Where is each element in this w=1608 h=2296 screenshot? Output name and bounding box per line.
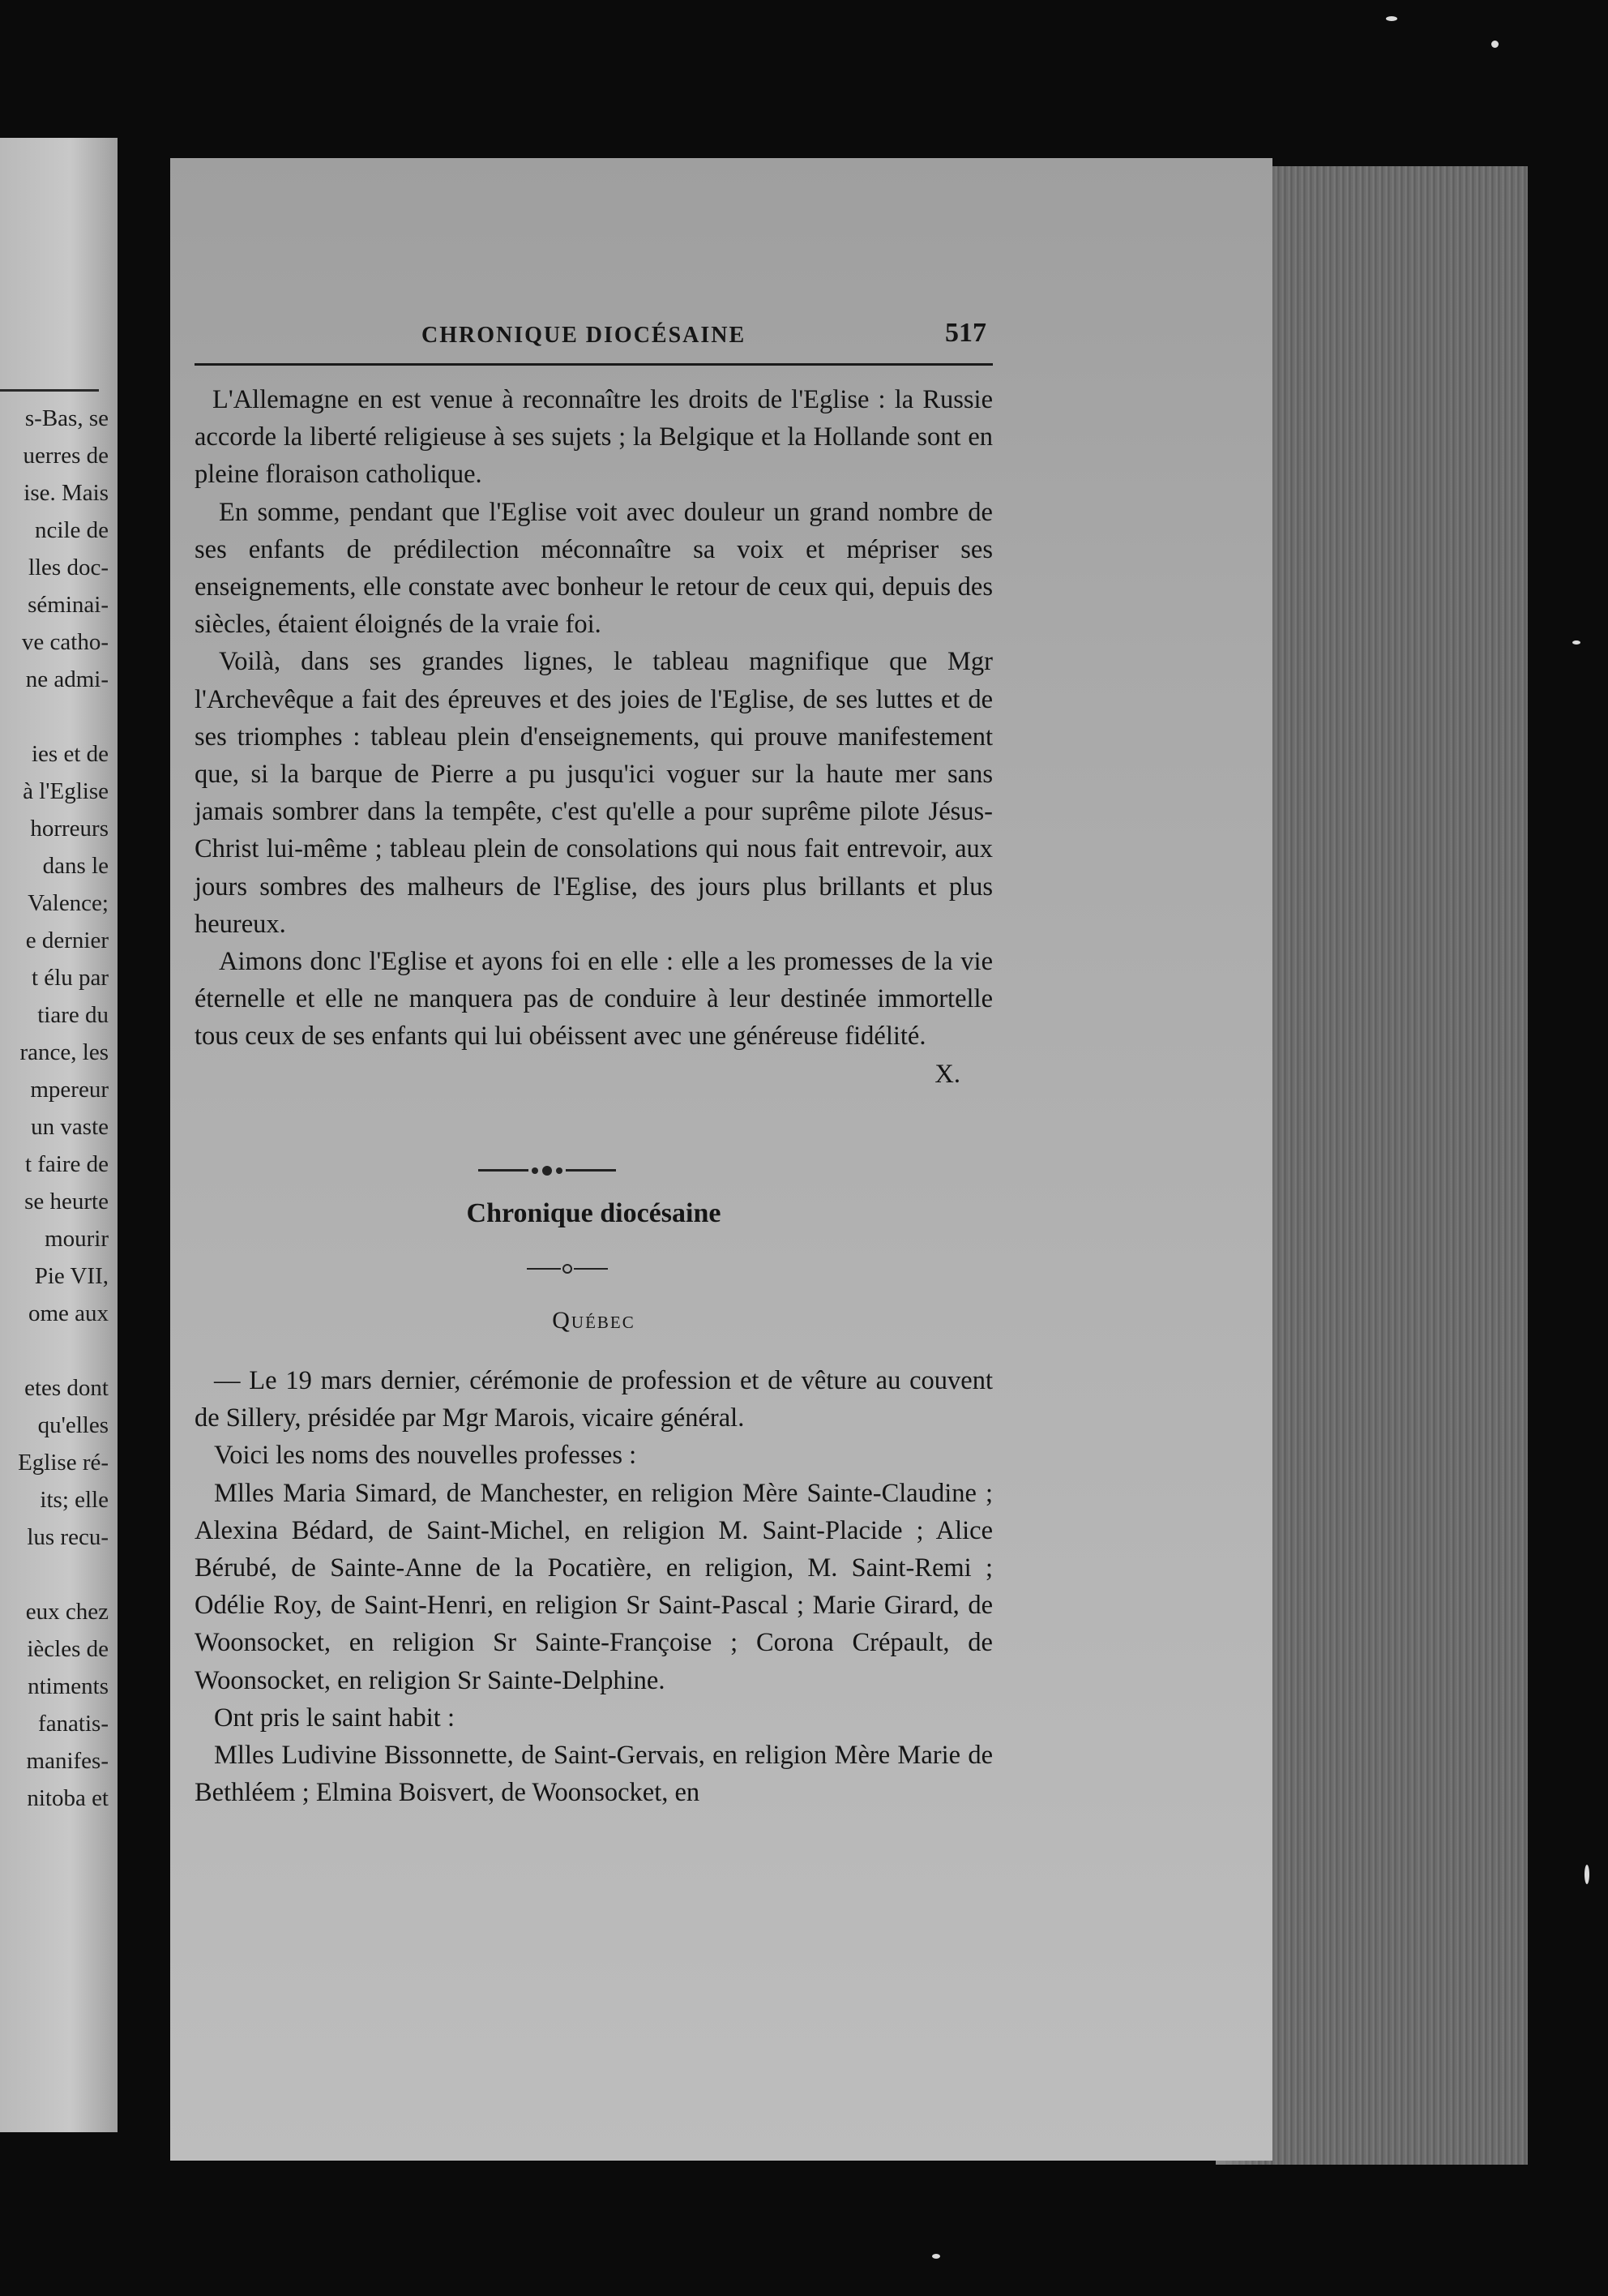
facing-page-line: ome aux [28, 1300, 109, 1326]
facing-page-line: qu'elles [37, 1412, 109, 1438]
facing-page-line: mpereur [30, 1077, 109, 1103]
facing-page-line: etes dont [24, 1375, 109, 1401]
facing-page-line: ies et de [31, 741, 109, 767]
facing-page-line: lus recu- [27, 1524, 109, 1550]
paragraph: Voilà, dans ses grandes lignes, le tableau magnifique que Mgr l'Archevêque a fait des épreuves et des joies de l'Eglise, de ses luttes et de ses triomphes : tableau plein d'enseignements, qui prouve manifestement que, si la barque de Pierre a pu jusqu'ici voguer sur la haute mer sans jamais sombrer dans la tempête, c'est qu'elle a pour suprême pilote Jésus-Christ lui-même ; tableau plein de consolations qui nous fait entrevoir, aux jours sombres des malheurs de l'Eglise, des jours plus brillants et plus heureux. [195, 647, 993, 939]
facing-page-line: uerres de [23, 443, 109, 469]
facing-page-line: manifes- [26, 1748, 109, 1774]
facing-page-line: t élu par [31, 965, 109, 991]
facing-page-line: se heurte [24, 1189, 109, 1214]
paragraph: Aimons donc l'Eglise et ayons foi en elle : elle a les promesses de la vie éternelle et elle ne manquera pas de conduire à leur destinée immortelle tous ceux de ses enfants qui lui obéissent avec une généreuse fidélité. [195, 947, 993, 1052]
chronicle-body [195, 1362, 993, 1811]
dust-speck [932, 2254, 940, 2259]
running-head-title: CHRONIQUE DIOCÉSAINE [421, 323, 746, 348]
facing-page-line: s-Bas, se [24, 405, 109, 431]
facing-page-line: à l'Eglise [23, 778, 109, 804]
ornament-divider [478, 1159, 616, 1184]
signature: X. [934, 1059, 960, 1089]
facing-page-line: e dernier [25, 927, 109, 953]
page-number: 517 [945, 318, 986, 348]
dust-speck [1386, 16, 1397, 21]
facing-page-line: Valence; [28, 890, 109, 916]
paragraph: Mlles Ludivine Bissonnette, de Saint-Gervais, en religion Mère Marie de Bethléem ; Elmina Boisvert, de Woonsocket, en [195, 1741, 993, 1808]
ornament-icon [528, 1161, 566, 1180]
facing-page-line: ne admi- [25, 666, 109, 692]
facing-page-line: ve catho- [21, 629, 109, 655]
facing-page-rule [0, 389, 99, 392]
facing-page-line: iècles de [27, 1636, 109, 1662]
paragraph: Ont pris le saint habit : [214, 1703, 455, 1733]
article-body [195, 381, 993, 1093]
facing-page-line: ncile de [35, 517, 109, 543]
facing-page-line: Pie VII, [34, 1263, 109, 1289]
facing-page-line: eux chez [25, 1599, 109, 1625]
paragraph: En somme, pendant que l'Eglise voit avec douleur un grand nombre de ses enfants de prédilection méconnaître sa voix et mépriser ses enseignements, elle constate avec bonheur le retour de ceux qui, depuis des siècles, étaient éloignés de la vraie foi. [195, 497, 993, 640]
paragraph: — Le 19 mars dernier, cérémonie de profession et de vêture au couvent de Sillery, présidée par Mgr Marois, vicaire général. [195, 1366, 993, 1433]
facing-page-line: rance, les [19, 1039, 109, 1065]
dust-speck [1584, 1865, 1589, 1884]
section-subhead: Québec [552, 1307, 635, 1334]
paragraph: Voici les noms des nouvelles professes : [214, 1441, 637, 1471]
paragraph: Mlles Maria Simard, de Manchester, en religion Mère Sainte-Claudine ; Alexina Bédard, de Saint-Michel, en religion M. Saint-Placide ; Alice Bérubé, de Sainte-Anne de la Pocatière, en religion, M. Saint-Remi ; Odélie Roy, de Saint-Henri, en religion Sr Saint-Pascal ; Marie Girard, de Woonsocket, en religion Sr Sainte-Françoise ; Corona Crépault, de Woonsocket, en religion Sr Sainte-Delphine. [195, 1478, 993, 1695]
small-ornament [527, 1261, 608, 1277]
facing-page-line: dans le [42, 853, 109, 879]
running-head [195, 316, 993, 365]
facing-page [0, 138, 118, 2132]
signature-line [195, 1056, 993, 1093]
facing-page-line: its; elle [40, 1487, 109, 1513]
section-title: Chronique diocésaine [466, 1198, 721, 1228]
header-rule [195, 363, 993, 366]
facing-page-line: ntiments [28, 1673, 109, 1699]
facing-page-line: ise. Mais [24, 480, 109, 506]
facing-page-line: Eglise ré- [18, 1450, 109, 1476]
dust-speck [1572, 640, 1580, 645]
facing-page-line: horreurs [30, 816, 109, 842]
paragraph: L'Allemagne en est venue à reconnaître les droits de l'Eglise : la Russie accorde la liberté religieuse à ses sujets ; la Belgique et la Hollande sont en pleine floraison catholique. [195, 385, 993, 490]
facing-page-line: séminai- [28, 592, 109, 618]
dust-speck [1491, 41, 1499, 48]
facing-page-line: nitoba et [27, 1785, 109, 1811]
facing-page-line: fanatis- [38, 1711, 109, 1737]
facing-page-line: mourir [45, 1226, 109, 1252]
facing-page-line: lles doc- [28, 555, 109, 580]
facing-page-line: tiare du [37, 1002, 109, 1028]
facing-page-line: un vaste [31, 1114, 109, 1140]
facing-page-line: t faire de [24, 1151, 109, 1177]
